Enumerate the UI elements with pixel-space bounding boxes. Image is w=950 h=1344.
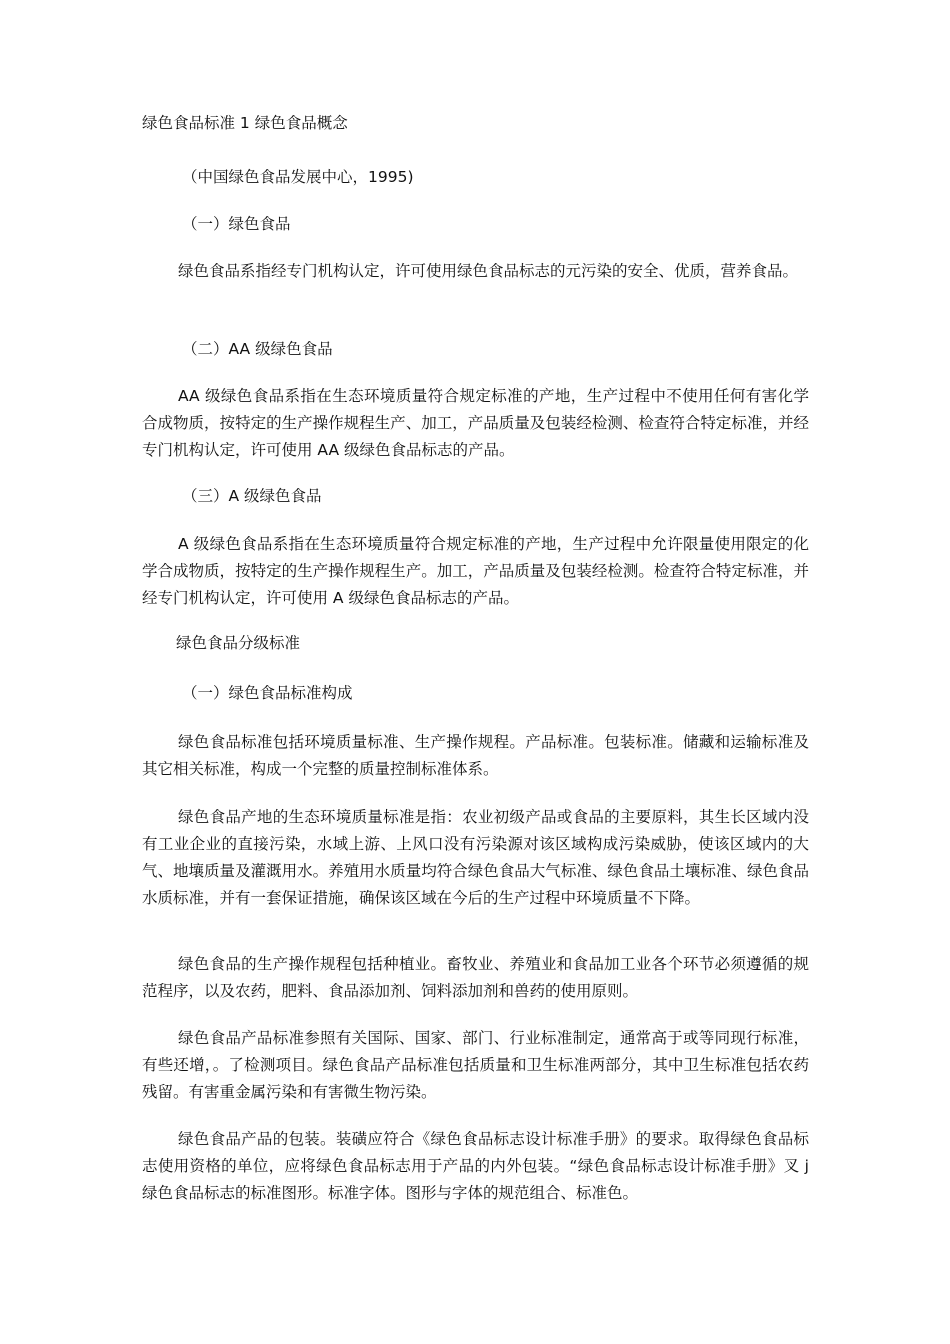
section-heading-a-grade: （三）A 级绿色食品 bbox=[182, 487, 322, 505]
paragraph-green-food-definition: 绿色食品系指经专门机构认定，许可使用绿色食品标志的元污染的安全、优质，营养食品。 bbox=[178, 262, 799, 280]
paragraph-packaging-standard: 绿色食品产品的包装。装磺应符合《绿色食品标志设计标准手册》的要求。取得绿色食品标志使用资格的单位，应将绿色食品标志用于产品的内外包装。“绿色食品标志设计标准手册》叉 j 绿色食品标志的标准图形。标准字体。图形与字体的规范组合、标准色。 bbox=[142, 1130, 809, 1202]
section-heading-green-food: （一）绿色食品 bbox=[182, 215, 291, 233]
paragraph-aa-grade-definition: AA 级绿色食品系指在生态环境质量符合规定标准的产地，生产过程中不使用任何有害化学合成物质，按特定的生产操作规程生产、加工，产品质量及包装经检测、检查符合特定标准，并经专门机构认定，许可使用 AA 级绿色食品标志的产品。 bbox=[142, 387, 809, 459]
paragraph-standard-composition: 绿色食品标准包括环境质量标准、生产操作规程。产品标准。包装标准。储藏和运输标准及其它相关标准，构成一个完整的质量控制标准体系。 bbox=[142, 733, 809, 778]
source-line: （中国绿色食品发展中心，1995) bbox=[182, 168, 414, 186]
paragraph-environment-standard: 绿色食品产地的生态环境质量标准是指：农业初级产品或食品的主要原料，其生长区域内没有工业企业的直接污染，水域上游、上风口没有污染源对该区域构成污染威胁，使该区域内的大气、地壤质量及灌溉用水。养殖用水质量均符合绿色食品大气标准、绿色食品土壤标准、绿色食品水质标准，并有一套保证措施，确保该区域在今后的生产过程中环境质量不下降。 bbox=[142, 808, 809, 907]
paragraph-a-grade-definition: A 级绿色食品系指在生态环境质量符合规定标准的产地，生产过程中允许限量使用限定的化学合成物质，按特定的生产操作规程生产。加工，产品质量及包装经检测。检查符合特定标准，并经专门机构认定，许可使用 A 级绿色食品标志的产品。 bbox=[142, 535, 809, 607]
section-heading-standard-composition: （一）绿色食品标准构成 bbox=[182, 684, 353, 702]
document-title: 绿色食品标准 1 绿色食品概念 bbox=[142, 114, 348, 132]
section-heading-aa-grade: （二）AA 级绿色食品 bbox=[182, 340, 333, 358]
paragraph-product-standard: 绿色食品产品标准参照有关国际、国家、部门、行业标准制定，通常高于或等同现行标准，有些还增，。了检测项目。绿色食品产品标准包括质量和卫生标准两部分，其中卫生标准包括农药残留。有害重金属污染和有害微生物污染。 bbox=[142, 1029, 809, 1101]
grading-standards-heading: 绿色食品分级标准 bbox=[176, 634, 301, 652]
paragraph-operation-rules: 绿色食品的生产操作规程包括种植业。畜牧业、养殖业和食品加工业各个环节必须遵循的规范程序，以及农药，肥料、食品添加剂、饲料添加剂和兽药的使用原则。 bbox=[142, 955, 809, 1000]
